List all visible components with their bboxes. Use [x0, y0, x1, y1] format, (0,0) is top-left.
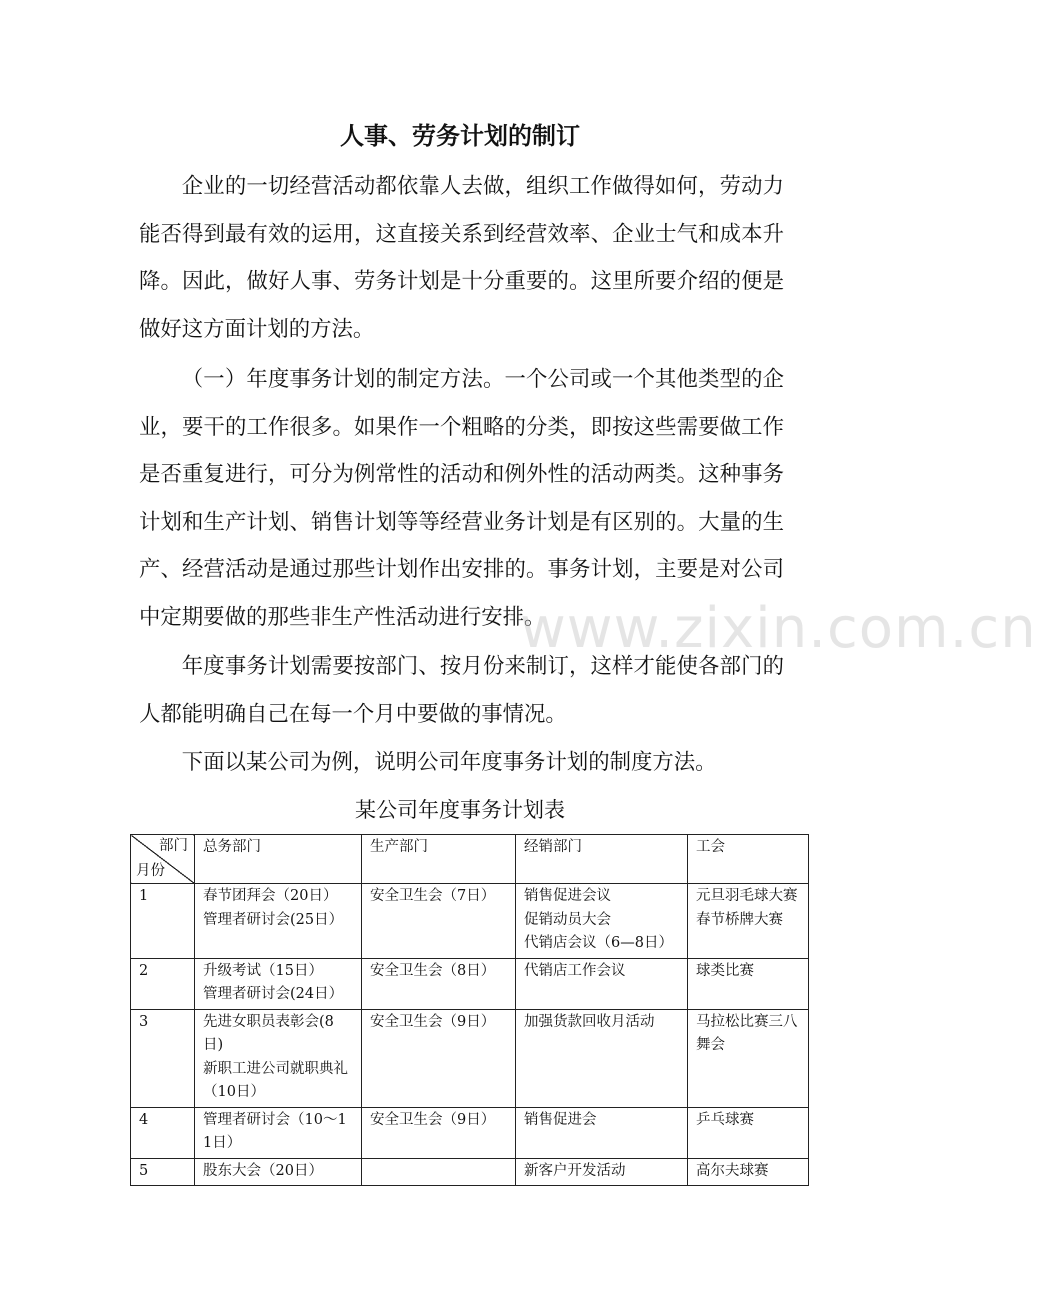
cell-sales — [516, 958, 688, 1009]
cell-month: 4 — [131, 1107, 195, 1158]
cell-line: 球类比赛 — [696, 962, 754, 979]
header-production: 生产部门 — [362, 835, 516, 884]
cell-production — [362, 1009, 516, 1107]
cell-sales — [516, 884, 688, 959]
cell-line: 加强货款回收月活动 — [524, 1013, 655, 1030]
document-title: 人事、劳务计划的制订 — [340, 122, 580, 150]
table-row — [131, 1107, 809, 1158]
cell-line: 升级考试（15日） — [203, 962, 323, 979]
header-general-affairs: 总务部门 — [195, 835, 362, 884]
cell-line: 销售促进会议 — [524, 888, 611, 904]
cell-line: 先进女职员表彰会(8日) — [203, 1013, 334, 1053]
table-title: 某公司年度事务计划表 — [355, 798, 565, 822]
cell-line: 代销店会议（6—8日） — [524, 935, 673, 951]
cell-line: 春节桥牌大赛 — [696, 911, 783, 928]
cell-line: 代销店工作会议 — [524, 962, 626, 979]
cell-union — [688, 884, 809, 959]
corner-label-month: 月份 — [136, 863, 165, 879]
table-row — [131, 1009, 809, 1107]
header-sales: 经销部门 — [516, 835, 688, 884]
cell-line: 安全卫生会（9日） — [370, 1111, 496, 1128]
cell-general-affairs — [195, 1107, 362, 1158]
cell-line: 促销动员大会 — [524, 911, 611, 928]
cell-line: 管理者研讨会（10～11日） — [203, 1111, 347, 1151]
cell-general-affairs — [195, 884, 362, 959]
table-row — [131, 1158, 809, 1186]
annual-plan-table — [130, 834, 809, 1186]
cell-sales — [516, 1009, 688, 1107]
cell-production — [362, 1158, 516, 1186]
cell-general-affairs — [195, 958, 362, 1009]
table-body — [131, 884, 809, 1186]
cell-union — [688, 1107, 809, 1158]
header-union: 工会 — [688, 835, 809, 884]
paragraph-annual-plan-method: （一）年度事务计划的制定方法。一个公司或一个其他类型的企业，要干的工作很多。如果作一个粗略的分类，即按这些需要做工作是否重复进行，可分为例常性的活动和例外性的活动两类。这种事务计划和生产计划、销售计划等等经营业务计划是有区别的。大量的生产、经营活动是通过那些计划作出安排的。事务计划，主要是对公司中定期要做的那些非生产性活动进行安排。 — [139, 367, 784, 630]
cell-line: 安全卫生会（9日） — [370, 1013, 496, 1030]
corner-label-department: 部门 — [159, 838, 188, 854]
cell-month: 3 — [131, 1009, 195, 1107]
watermark: www.zixin.com.cn — [520, 596, 1037, 661]
cell-line: 马拉松比赛三八舞会 — [696, 1013, 798, 1053]
table-header-row — [131, 835, 809, 884]
cell-line: 安全卫生会（8日） — [370, 962, 496, 979]
paragraph-by-department-month: 年度事务计划需要按部门、按月份来制订，这样才能使各部门的人都能明确自己在每一个月中要做的事情况。 — [139, 654, 784, 727]
table-row — [131, 958, 809, 1009]
cell-general-affairs — [195, 1009, 362, 1107]
cell-line: 安全卫生会（7日） — [370, 888, 496, 904]
cell-line: 管理者研讨会(25日） — [203, 911, 344, 928]
cell-line: 高尔夫球赛 — [696, 1162, 769, 1179]
cell-production — [362, 884, 516, 959]
cell-production — [362, 1107, 516, 1158]
cell-month: 1 — [131, 884, 195, 959]
cell-line: 股东大会（20日） — [203, 1162, 323, 1179]
cell-general-affairs — [195, 1158, 362, 1186]
cell-line: 新职工进公司就职典礼（10日） — [203, 1060, 348, 1100]
cell-union — [688, 958, 809, 1009]
cell-line: 新客户开发活动 — [524, 1162, 626, 1179]
table-row — [131, 884, 809, 959]
paragraph-example-intro: 下面以某公司为例，说明公司年度事务计划的制度方法。 — [181, 750, 717, 775]
cell-union — [688, 1158, 809, 1186]
cell-line: 管理者研讨会(24日） — [203, 986, 344, 1002]
cell-line: 春节团拜会（20日） — [203, 888, 338, 904]
cell-month: 2 — [131, 958, 195, 1009]
cell-union — [688, 1009, 809, 1107]
cell-line: 元旦羽毛球大赛 — [696, 888, 798, 904]
paragraph-intro: 企业的一切经营活动都依靠人去做，组织工作做得如何，劳动力能否得到最有效的运用，这直接关系到经营效率、企业士气和成本升降。因此，做好人事、劳务计划是十分重要的。这里所要介绍的便是做好这方面计划的方法。 — [139, 174, 784, 342]
table-corner-cell — [131, 835, 195, 884]
cell-sales — [516, 1158, 688, 1186]
cell-line: 销售促进会 — [524, 1111, 597, 1128]
cell-line: 乒乓球赛 — [696, 1111, 754, 1128]
cell-month: 5 — [131, 1158, 195, 1186]
cell-production — [362, 958, 516, 1009]
cell-sales — [516, 1107, 688, 1158]
